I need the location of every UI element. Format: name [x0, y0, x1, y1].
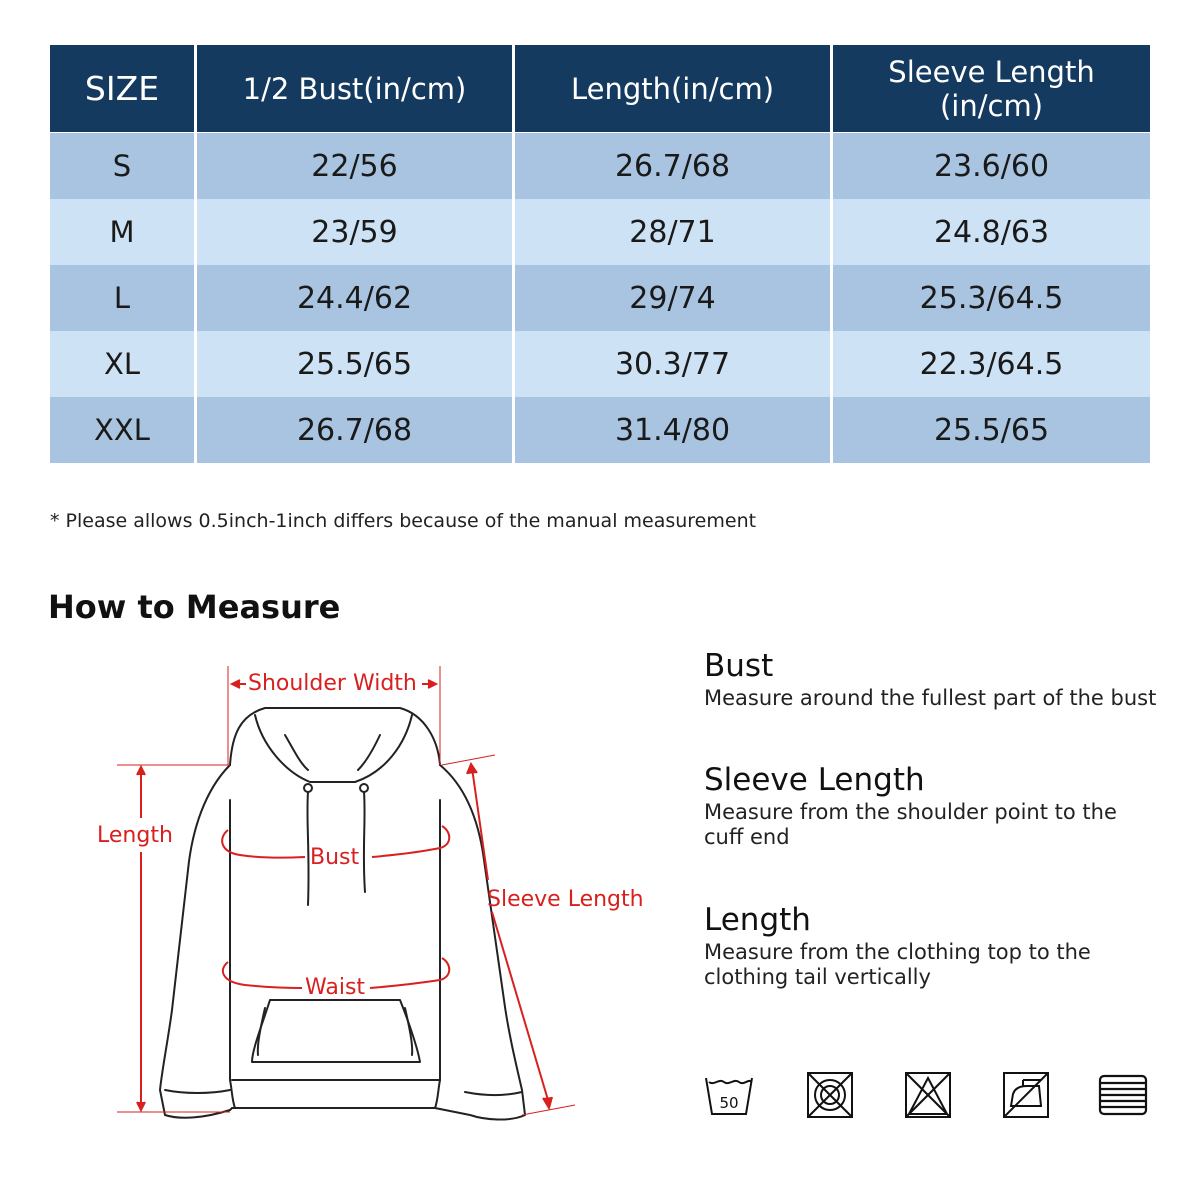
- length-cell: 29/74: [515, 265, 833, 331]
- hoodie-diagram: [0, 640, 690, 1140]
- shoulder-width-label: Shoulder Width: [248, 671, 417, 696]
- size-cell: S: [50, 133, 197, 199]
- length-cell: 28/71: [515, 199, 833, 265]
- bust-desc: Measure around the fullest part of the bust: [704, 686, 1157, 710]
- no-iron-icon: [1001, 1070, 1051, 1120]
- size-cell: XL: [50, 331, 197, 397]
- table-row: [50, 331, 1150, 397]
- length-label: Length: [97, 823, 173, 848]
- bust-cell: 24.4/62: [197, 265, 515, 331]
- size-cell: M: [50, 199, 197, 265]
- measurement-note: * Please allows 0.5inch-1inch differs because of the manual measurement: [50, 510, 757, 532]
- length-title: Length: [704, 902, 811, 938]
- table-row: [50, 133, 1150, 199]
- bust-cell: 23/59: [197, 199, 515, 265]
- table-row: [50, 397, 1150, 463]
- sleeve-desc: Measure from the shoulder point to the cuff end: [704, 800, 1117, 849]
- sleeve-cell: 25.3/64.5: [833, 265, 1150, 331]
- sleeve-cell: 25.5/65: [833, 397, 1150, 463]
- header-sleeve-length: Sleeve Length (in/cm): [833, 45, 1150, 133]
- wash-temp: 50: [719, 1094, 739, 1112]
- bust-info: [704, 648, 1174, 711]
- how-to-measure-title: How to Measure: [48, 588, 341, 626]
- bust-title: Bust: [704, 648, 774, 684]
- bust-cell: 22/56: [197, 133, 515, 199]
- size-chart-table: [50, 45, 1150, 463]
- bust-label: Bust: [310, 845, 360, 870]
- length-cell: 30.3/77: [515, 331, 833, 397]
- sleeve-cell: 22.3/64.5: [833, 331, 1150, 397]
- waist-label: Waist: [305, 975, 366, 1000]
- header-half-bust: 1/2 Bust(in/cm): [197, 45, 515, 133]
- length-cell: 26.7/68: [515, 133, 833, 199]
- length-desc: Measure from the clothing top to the clothing tail vertically: [704, 940, 1091, 989]
- sleeve-title: Sleeve Length: [704, 762, 925, 798]
- sleeve-cell: 24.8/63: [833, 199, 1150, 265]
- size-cell: L: [50, 265, 197, 331]
- no-bleach-icon: [903, 1070, 953, 1120]
- wash-50-icon: [704, 1070, 754, 1120]
- bust-cell: 26.7/68: [197, 397, 515, 463]
- header-size: SIZE: [50, 45, 197, 133]
- sleeve-info: [704, 762, 1174, 850]
- table-header-row: [50, 45, 1150, 133]
- length-cell: 31.4/80: [515, 397, 833, 463]
- bust-cell: 25.5/65: [197, 331, 515, 397]
- header-length: Length(in/cm): [515, 45, 833, 133]
- length-info: [704, 902, 1174, 990]
- dry-flat-icon: [1098, 1070, 1148, 1120]
- sleeve-cell: 23.6/60: [833, 133, 1150, 199]
- sleeve-length-label: Sleeve Length: [487, 887, 644, 912]
- table-row: [50, 265, 1150, 331]
- table-row: [50, 199, 1150, 265]
- size-cell: XXL: [50, 397, 197, 463]
- no-tumble-dry-icon: [805, 1070, 855, 1120]
